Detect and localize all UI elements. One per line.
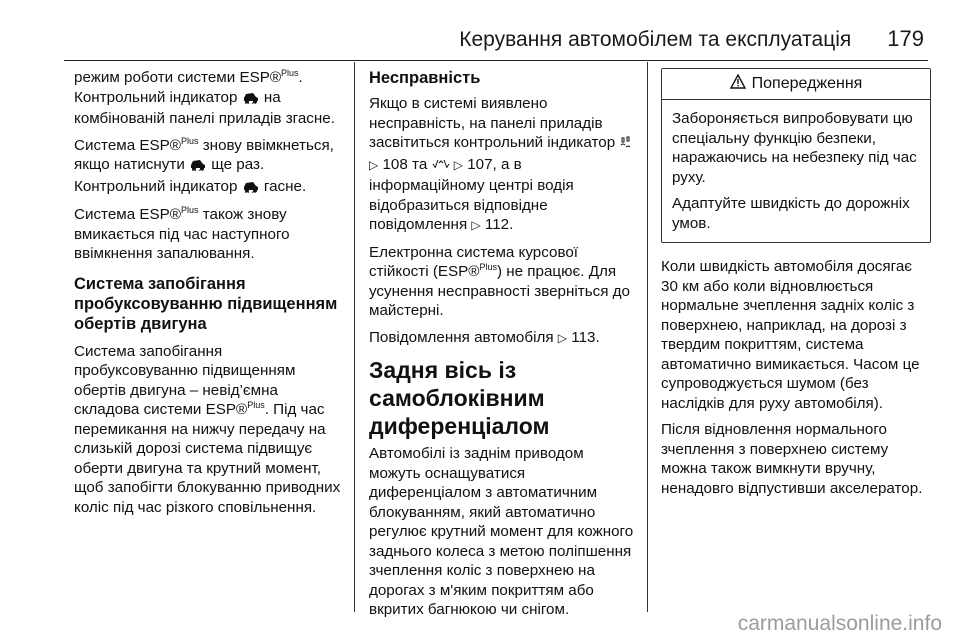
paragraph bbox=[74, 136, 346, 199]
esp-indicator-icon bbox=[619, 135, 633, 155]
column-middle bbox=[369, 68, 637, 627]
paragraph: Забороняється випробовувати цю спеціальну функцію безпеки, наражаючись на небезпеку під час руху. bbox=[672, 110, 917, 186]
header-rule bbox=[64, 60, 928, 61]
column-divider-2 bbox=[647, 62, 648, 612]
page-reference-arrow-icon: ▷ bbox=[453, 157, 463, 172]
text: 113. bbox=[571, 328, 600, 346]
text: ) не працює. Для усунення несправності зверніться до майстерні. bbox=[369, 263, 630, 319]
superscript-plus: Plus bbox=[180, 135, 199, 146]
esp-off-car-icon bbox=[242, 90, 260, 110]
text: Електронна система курсової стійкості (ESP® bbox=[369, 243, 579, 280]
superscript-plus: Plus bbox=[247, 400, 265, 410]
superscript-plus: Plus bbox=[479, 262, 497, 272]
warning-title-text: Попередження bbox=[751, 75, 863, 93]
text: Повідомлення автомобіля bbox=[369, 328, 554, 346]
page-title: Керування автомобілем та експлуатація bbox=[459, 28, 852, 51]
paragraph bbox=[369, 328, 637, 349]
traction-control-icon bbox=[432, 157, 450, 177]
text: . bbox=[298, 69, 303, 86]
paragraph: Адаптуйте швидкість до дорожніх умов. bbox=[672, 195, 910, 232]
text: 107, а в інформаційному центрі водія відобразиться відповідне повідомлення bbox=[369, 155, 574, 233]
text: на комбінованій панелі приладів згасне. bbox=[74, 88, 335, 127]
text: . Під час перемикання на нижчу передачу на слизькій дорозі система підвищує оберти двигуна та крутний момент, щоб запобігти блокуванню приводних коліс під час різкого сповільнення. bbox=[74, 401, 341, 516]
warning-body bbox=[662, 100, 930, 242]
warning-triangle-icon bbox=[730, 74, 746, 95]
esp-off-car-icon bbox=[242, 179, 260, 199]
text: гасне. bbox=[263, 177, 307, 195]
section-heading: Система запобігання пробуксовуванню підвищенням обертів двигуна bbox=[74, 274, 338, 333]
paragraph: Після відновлення нормального зчеплення з поверхнею систему можна також вимкнути вручну, ненадовго відпустивши акселератор. bbox=[661, 421, 923, 497]
text: Система ESP® bbox=[74, 136, 181, 154]
watermark: carmanualsonline.info bbox=[737, 612, 942, 635]
text: режим роботи системи ESP® bbox=[74, 69, 282, 86]
page-number: 179 bbox=[887, 26, 924, 51]
superscript-plus: Plus bbox=[281, 68, 299, 78]
paragraph: Коли швидкість автомобіля досягає 30 км або коли відновлюється нормальне зчеплення задніх коліс з поверхнею, наприклад, на дорозі з твердим покриттям, система автоматично вимикається. Часом це супроводжується шумом (без наслідків для руху автомобіля). bbox=[661, 258, 920, 412]
esp-off-car-icon bbox=[189, 157, 207, 177]
superscript-plus: Plus bbox=[180, 205, 199, 215]
text: ще раз. Контрольний індикатор bbox=[74, 156, 265, 195]
paragraph bbox=[74, 205, 346, 264]
column-divider-1 bbox=[354, 62, 355, 612]
paragraph bbox=[74, 68, 346, 129]
paragraph bbox=[369, 243, 637, 321]
text: також знову вмикається під час наступного ввімкнення запалювання. bbox=[74, 206, 290, 262]
paragraph: Автомобілі із заднім приводом можуть оснащуватися диференціалом з автоматичним блокуванням, який автоматично регулює крутний момент для кожного заднього колеса з метою поліпшення зчеплення коліс з поверхнею на дорогах з м'яким покриттям або вкритих багнюкою чи снігом. bbox=[369, 445, 634, 618]
page-reference-arrow-icon: ▷ bbox=[471, 218, 481, 232]
text: 112. bbox=[484, 216, 514, 233]
text: Система ESP® bbox=[74, 206, 181, 223]
column-right bbox=[661, 68, 931, 505]
text: Система запобігання пробуксовуванню підвищенням обертів двигуна – невід’ємна складова системи ESP® bbox=[74, 342, 296, 418]
paragraph bbox=[74, 342, 346, 518]
warning-title bbox=[662, 69, 930, 100]
section-heading: Несправність bbox=[369, 69, 481, 87]
text: Якщо в системі виявлено несправність, на панелі приладів засвітиться контрольний індикатор bbox=[369, 95, 616, 151]
text: 108 та bbox=[382, 155, 428, 173]
text: знову ввімкнеться, якщо натиснути bbox=[74, 136, 334, 173]
warning-box bbox=[661, 68, 931, 243]
page-reference-arrow-icon: ▷ bbox=[369, 157, 379, 172]
page-reference-arrow-icon: ▷ bbox=[557, 330, 568, 345]
text: Контрольний індикатор bbox=[74, 88, 238, 106]
column-left bbox=[74, 68, 346, 524]
section-heading: Задня вісь із самоблоківним диференціалом bbox=[369, 357, 550, 439]
page-header bbox=[64, 26, 924, 60]
paragraph bbox=[369, 94, 637, 236]
